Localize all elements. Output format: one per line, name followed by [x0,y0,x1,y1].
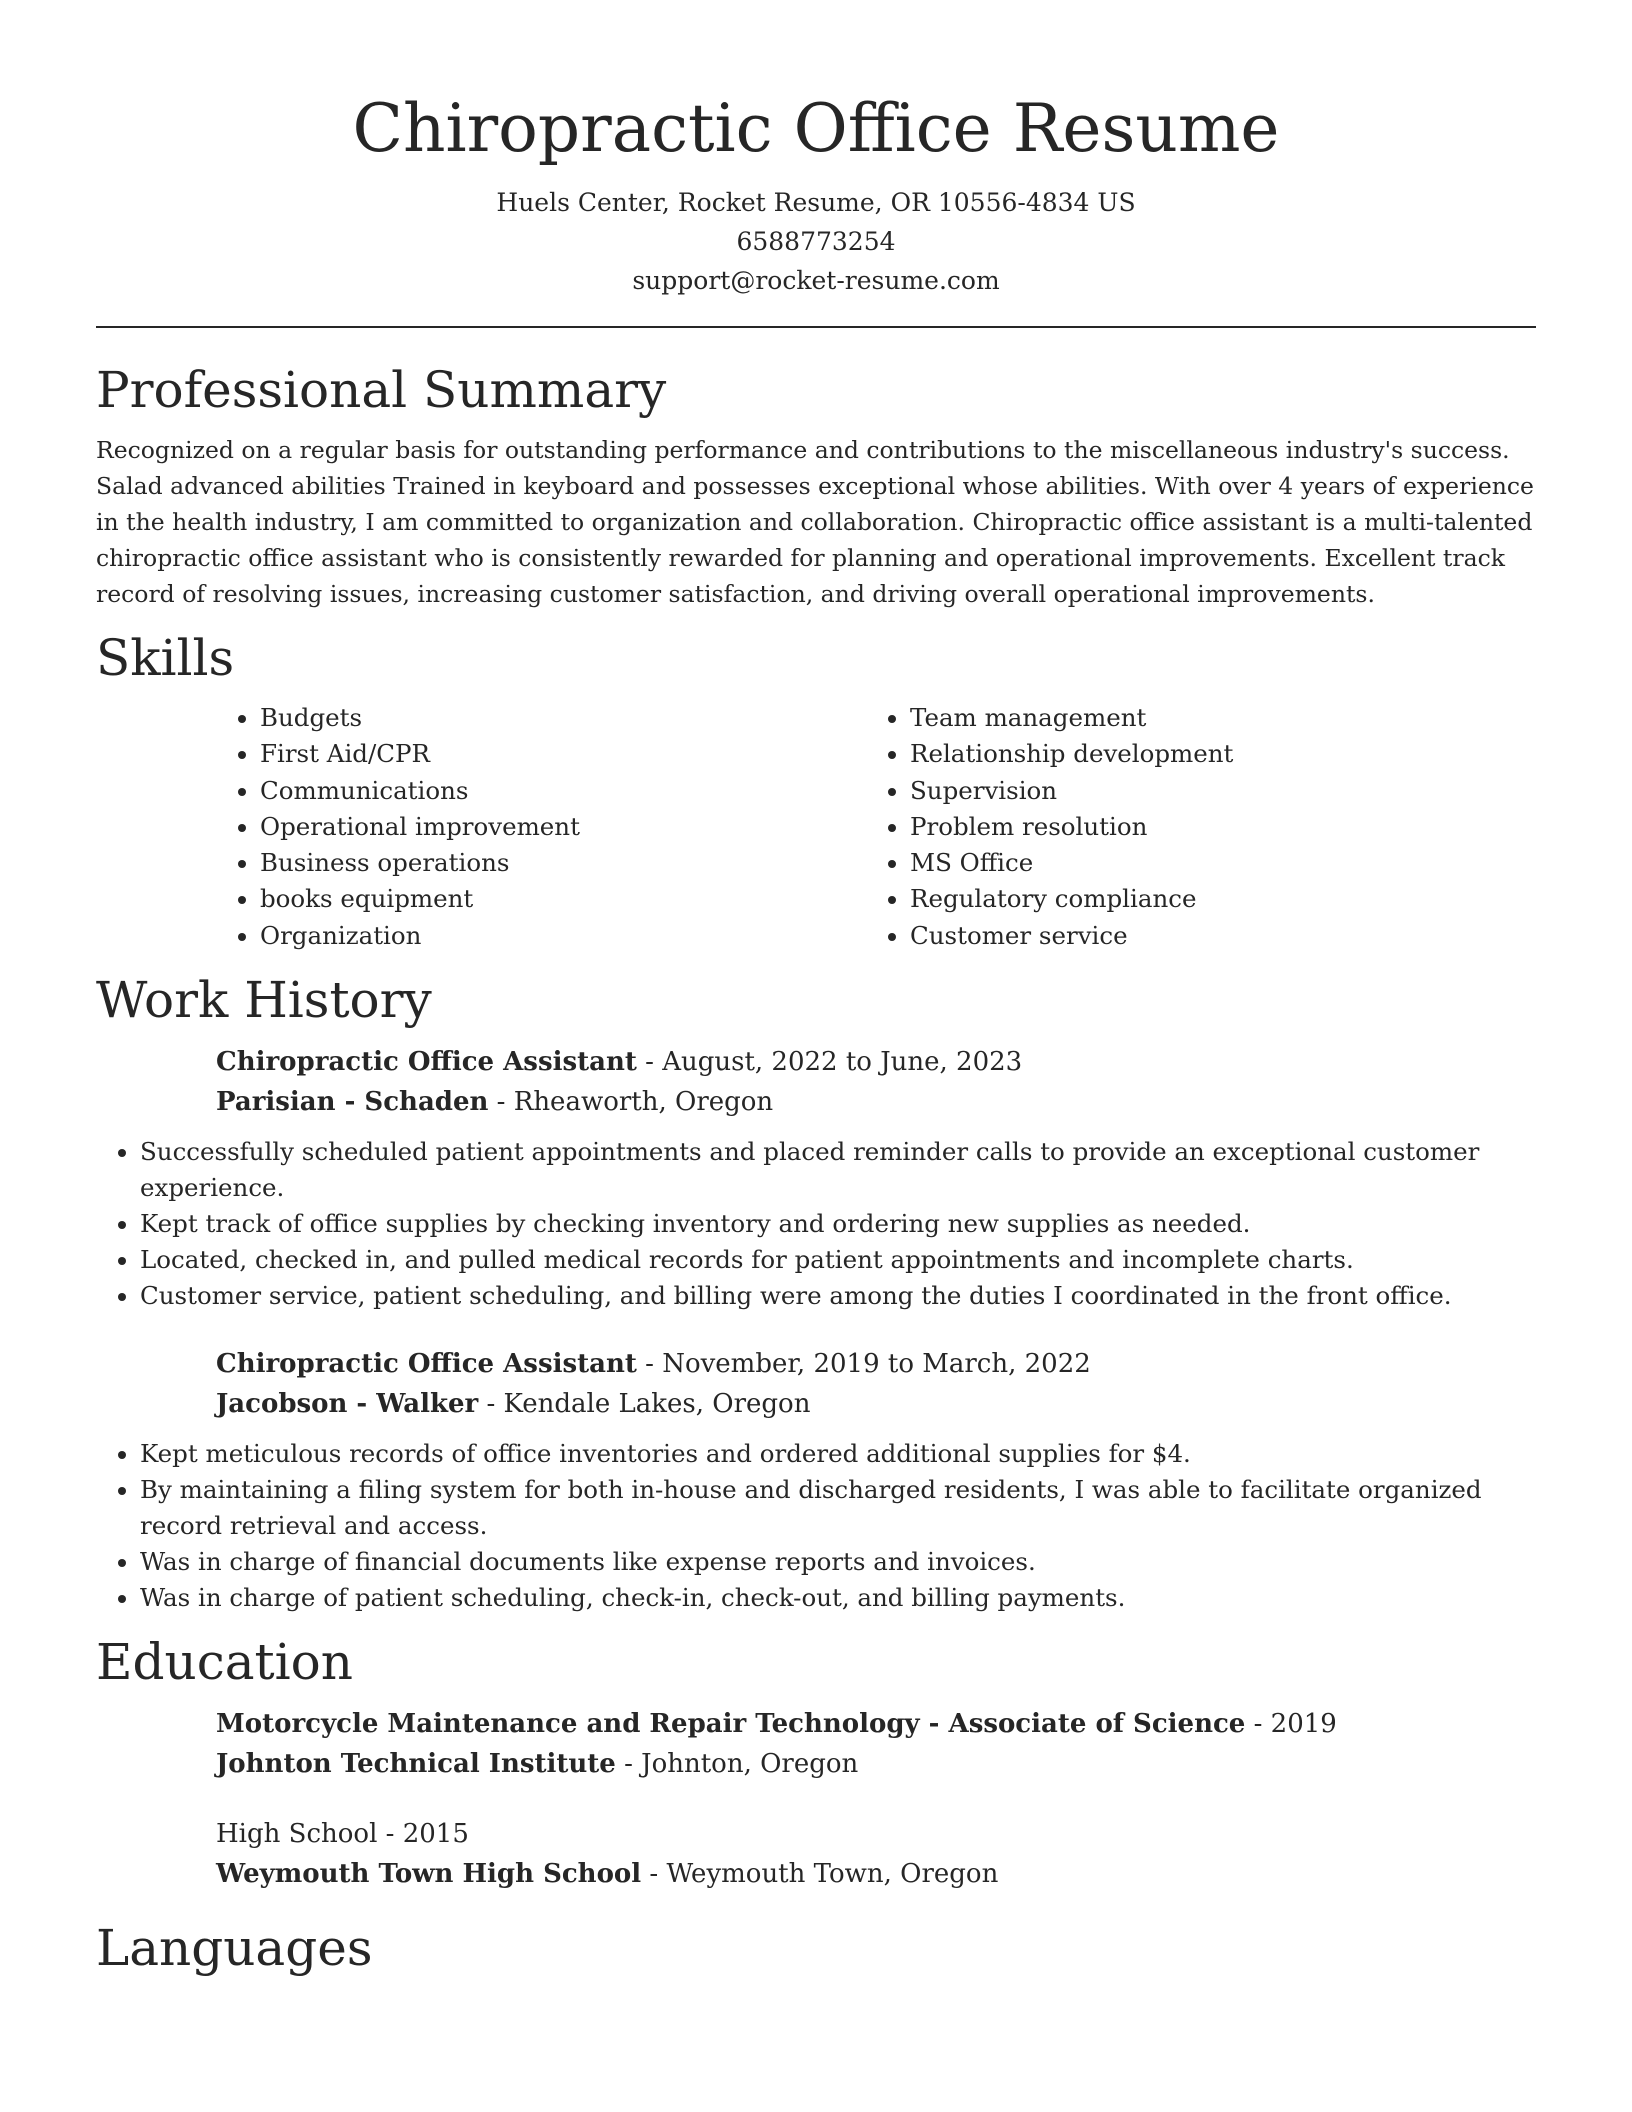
skill-item: • Customer service [910,918,1233,954]
section-title-education: Education [96,1633,353,1692]
skills-column-2 [866,700,1233,954]
section-title-skills: Skills [96,629,235,687]
job-company-line [216,1384,1536,1424]
address-text: Huels Center, Rocket Resume, OR 10556-4834 US [496,188,1136,217]
summary-paragraph: Recognized on a regular basis for outstanding performance and contributions to the miscellaneous industry's success. Salad advanced abilities Trained in keyboard and possesses exceptional whose abilities. With over 4 years of experience in the health industry, I am committed to organization and collaboration. Chiropractic office assistant is a multi-talented chiropractic office assistant who is consistently rewarded for planning and operational improvements. Excellent track record of resolving issues, increasing customer satisfaction, and driving overall operational improvements. [96,436,1534,608]
education-year: - 2019 [1245,1709,1337,1740]
skills-list [216,700,1536,954]
skill-item: • Regulatory compliance [910,881,1233,917]
skill-item: • Relationship development [910,736,1233,772]
education-entry [216,1704,1536,1784]
section-title-work-history: Work History [96,971,432,1030]
education-school: Weymouth Town High School [216,1859,642,1890]
education-school-line [216,1854,1536,1894]
job-bullet: • Was in charge of patient scheduling, check-in, check-out, and billing payments. [140,1580,1536,1616]
education-degree-line [216,1814,1536,1854]
contact-block [96,183,1536,300]
job-company: Parisian - Schaden [216,1087,489,1118]
job-entry [216,1042,1536,1122]
job-location: - Kendale Lakes, Oregon [478,1389,811,1420]
section-title-summary: Professional Summary [96,361,667,419]
skill-item: • Budgets [260,700,866,736]
job-bullet: • Was in charge of financial documents like expense reports and invoices. [140,1544,1536,1580]
job-dates: - August, 2022 to June, 2023 [636,1047,1023,1078]
job-bullet: • Kept track of office supplies by checking inventory and ordering new supplies as needed. [140,1206,1536,1242]
job-entry [216,1344,1536,1424]
resume-title: Chiropractic Office Resume [352,90,1280,167]
skill-item: • books equipment [260,881,866,917]
skill-item: • Communications [260,773,866,809]
education-location: - Johnton, Oregon [615,1749,859,1780]
skill-item: • Problem resolution [910,809,1233,845]
skill-item: • Operational improvement [260,809,866,845]
skill-item: • Business operations [260,845,866,881]
resume-page [96,0,1536,1980]
job-bullet: • Successfully scheduled patient appointments and placed reminder calls to provide an exceptional customer experience. [140,1134,1536,1206]
skill-item: • First Aid/CPR [260,736,866,772]
job-title-line [216,1344,1536,1384]
job-company: Jacobson - Walker [216,1389,479,1420]
skills-column-1 [216,700,866,954]
job-title-line [216,1042,1536,1082]
job-bullet: • Located, checked in, and pulled medical records for patient appointments and incomplete charts. [140,1242,1536,1278]
education-school-line [216,1744,1536,1784]
job-bullet: • Kept meticulous records of office inventories and ordered additional supplies for $4. [140,1436,1536,1472]
education-entry [216,1814,1536,1894]
job-bullets [96,1436,1536,1616]
education-degree-line [216,1704,1536,1744]
education-year: - 2015 [377,1819,469,1850]
education-degree: Motorcycle Maintenance and Repair Technology - Associate of Science [216,1709,1246,1740]
job-company-line [216,1082,1536,1122]
job-bullet: • By maintaining a filing system for both in-house and discharged residents, I was able to facilitate organized record retrieval and access. [140,1472,1536,1544]
skill-item: • MS Office [910,845,1233,881]
header-divider [96,326,1536,328]
skill-item: • Supervision [910,773,1233,809]
job-bullet: • Customer service, patient scheduling, and billing were among the duties I coordinated in the front office. [140,1278,1536,1314]
skill-item: • Team management [910,700,1233,736]
phone-text: 6588773254 [736,227,896,256]
job-role: Chiropractic Office Assistant [216,1349,637,1380]
job-role: Chiropractic Office Assistant [216,1047,637,1078]
education-school: Johnton Technical Institute [216,1749,616,1780]
section-title-languages: Languages [96,1919,373,1978]
skill-item: • Organization [260,918,866,954]
job-dates: - November, 2019 to March, 2022 [636,1349,1091,1380]
email-text: support@rocket-resume.com [632,266,1000,295]
job-bullets [96,1134,1536,1314]
job-location: - Rheaworth, Oregon [488,1087,774,1118]
education-degree: High School [216,1819,378,1850]
education-location: - Weymouth Town, Oregon [641,1859,999,1890]
